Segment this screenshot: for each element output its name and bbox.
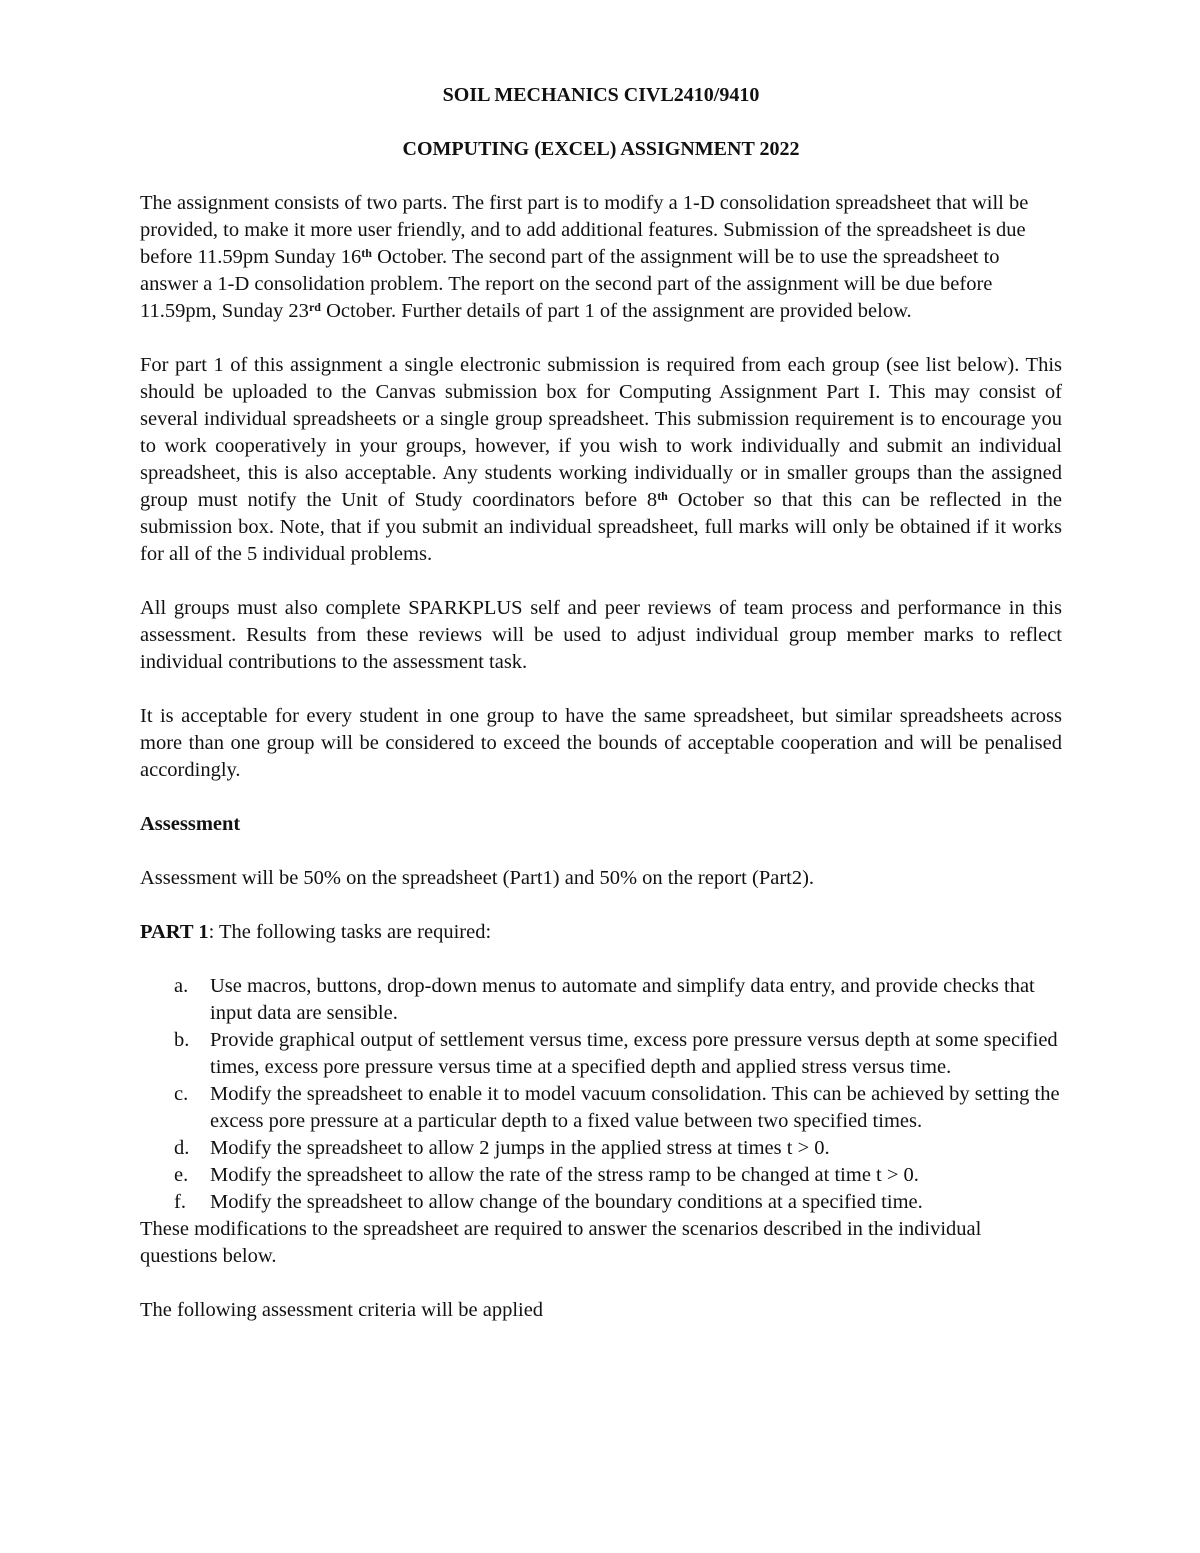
assessment-heading: Assessment	[140, 813, 241, 835]
list-item: b. Provide graphical output of settlement versus time, excess pore pressure versus depth at some specified times, excess pore pressure versus time at a specified depth and applied stress versus time.	[174, 1029, 1058, 1078]
document-page	[140, 82, 1062, 1351]
list-item: e. Modify the spreadsheet to allow the rate of the stress ramp to be changed at time t > 0.	[174, 1164, 919, 1186]
list-item: a. Use macros, buttons, drop-down menus to automate and simplify data entry, and provide checks that input data are sensible.	[174, 975, 1035, 1024]
part1-label: PART 1	[140, 921, 209, 943]
sparkplus-paragraph: All groups must also complete SPARKPLUS self and peer reviews of team process and performance in this assessment. Results from these reviews will be used to adjust individual group member marks to reflect individual contributions to the assessment task.	[140, 597, 1062, 673]
document-title: SOIL MECHANICS CIVL2410/9410	[442, 84, 760, 106]
list-item: d. Modify the spreadsheet to allow 2 jumps in the applied stress at times t > 0.	[174, 1137, 830, 1159]
part1-tasks-intro: PART 1: The following tasks are required:	[140, 921, 492, 943]
acceptable-cooperation-paragraph: It is acceptable for every student in one group to have the same spreadsheet, but similar spreadsheets across more than one group will be considered to exceed the bounds of acceptable cooperation and will be penalised accordingly.	[140, 705, 1062, 781]
assessment-paragraph: Assessment will be 50% on the spreadsheet (Part1) and 50% on the report (Part2).	[140, 867, 815, 889]
modifications-paragraph: These modifications to the spreadsheet are required to answer the scenarios described in the individual questions below.	[140, 1218, 982, 1267]
list-item: c. Modify the spreadsheet to enable it to model vacuum consolidation. This can be achieved by setting the excess pore pressure at a particular depth to a fixed value between two specified times.	[174, 1083, 1060, 1132]
part1-submission-paragraph: For part 1 of this assignment a single electronic submission is required from each group (see list below). This should be uploaded to the Canvas submission box for Computing Assignment Part I. This may consist of several individual spreadsheets or a single group spreadsheet. This submission requirement is to encourage you to work cooperatively in your groups, however, if you wish to work individually and submit an individual spreadsheet, this is also acceptable. Any students working individually or in smaller groups than the assigned group must notify the Unit of Study coordinators before 8th October so that this can be reflected in the submission box. Note, that if you submit an individual spreadsheet, full marks will only be obtained if it works for all of the 5 individual problems.	[140, 354, 1062, 565]
criteria-line: The following assessment criteria will be applied	[140, 1299, 544, 1321]
intro-paragraph: The assignment consists of two parts. The first part is to modify a 1-D consolidation spreadsheet that will be provided, to make it more user friendly, and to add additional features. Submission of the spreadsheet is due before 11.59pm Sunday 16th October. The second part of the assignment will be to use the spreadsheet to answer a 1-D consolidation problem. The report on the second part of the assignment will be due before 11.59pm, Sunday 23rd October. Further details of part 1 of the assignment are provided below.	[140, 192, 1029, 322]
list-item: f. Modify the spreadsheet to allow change of the boundary conditions at a specified time.	[174, 1191, 923, 1213]
document-subtitle: COMPUTING (EXCEL) ASSIGNMENT 2022	[402, 138, 800, 160]
task-list	[140, 973, 1062, 1216]
